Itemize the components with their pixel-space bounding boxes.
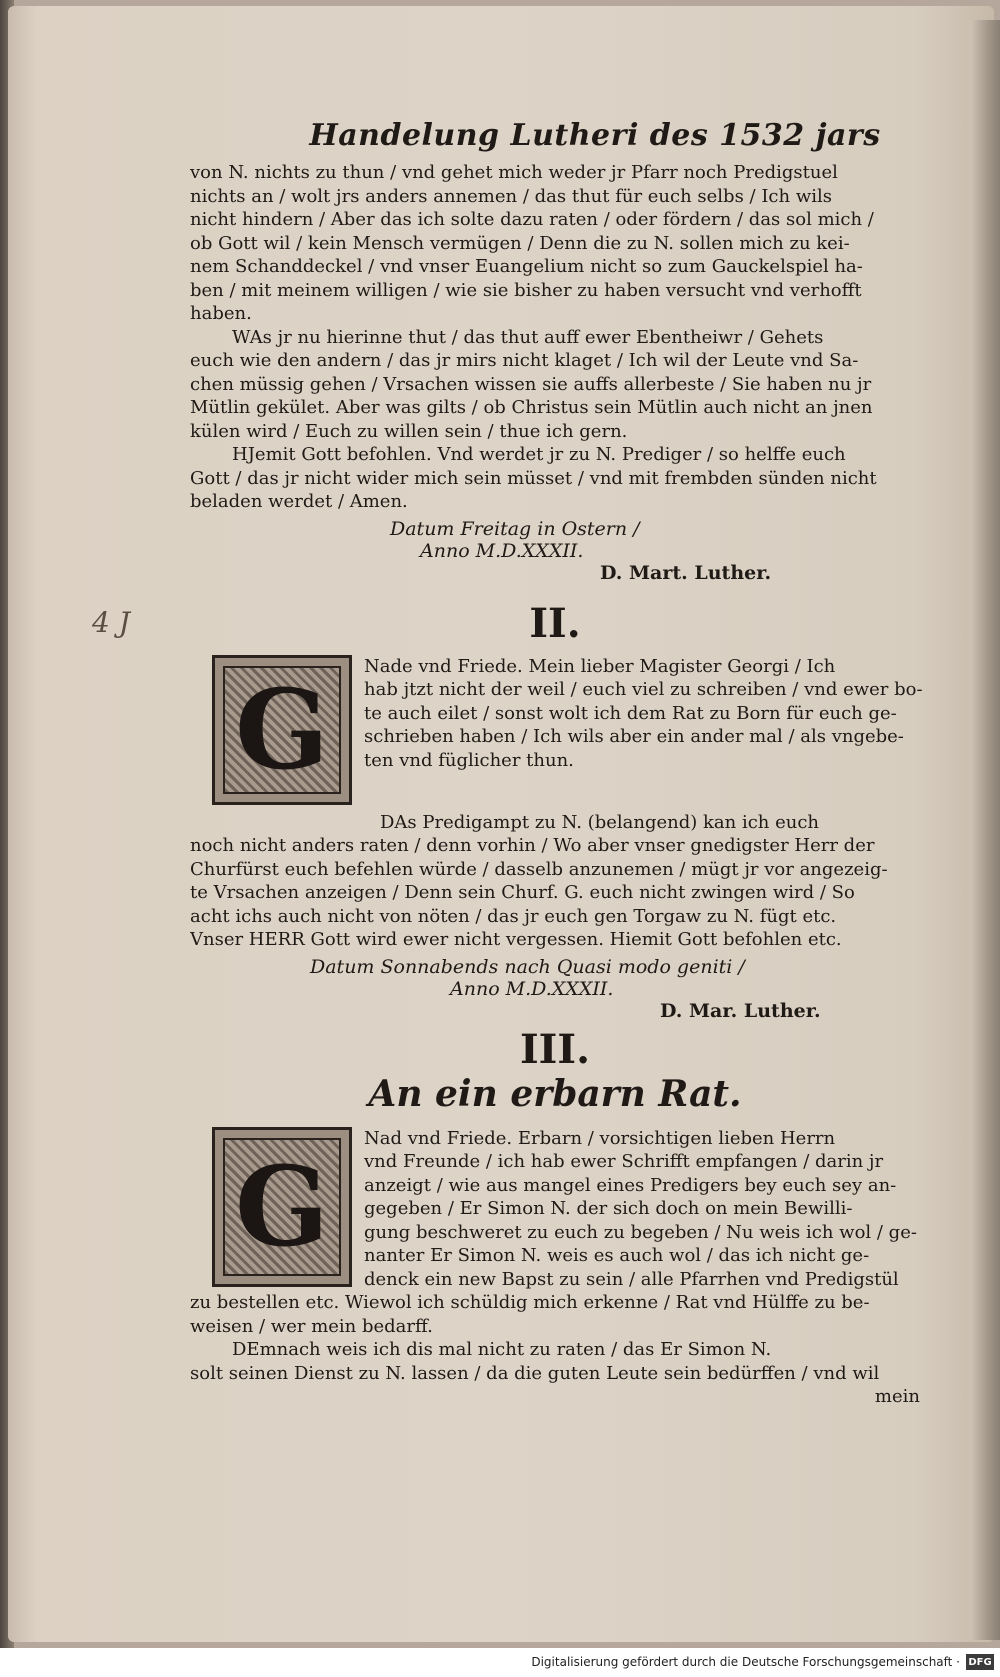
letter-three-initial-lines	[364, 1127, 920, 1292]
text-line: denck ein new Bapst zu sein / alle Pfarrhen vnd Predigstül	[364, 1268, 899, 1290]
letter-two-opening	[190, 655, 923, 805]
text-line: Vnser HERR Gott wird ewer nicht vergessen. Hiemit Gott befohlen etc.	[190, 929, 842, 950]
letter-two-initial-lines	[364, 655, 923, 773]
letter-three-heading: An ein erbarn Rat.	[368, 1072, 742, 1115]
letter-three-para-1	[190, 1291, 920, 1338]
text-line: nanter Er Simon N. weis es auch wol / das ich nicht ge-	[364, 1245, 870, 1266]
section-number-two: II.	[529, 599, 581, 647]
letter-two-date: Datum Sonnabends nach Quasi modo geniti /	[310, 955, 745, 978]
letter-one-year: Anno M.D.XXXII.	[420, 539, 584, 562]
text-line: Nad vnd Friede. Erbarn / vorsichtigen lieben Herrn	[364, 1127, 836, 1149]
letter-one-signature: D. Mart. Luther.	[600, 561, 772, 584]
text-line: beladen werdet / Amen.	[190, 491, 408, 512]
text-line: te Vrsachen anzeigen / Denn sein Churf. G. euch nicht zwingen wird / So	[190, 882, 855, 903]
letter-two-signature: D. Mar. Luther.	[660, 999, 821, 1022]
text-line: hab jtzt nicht der weil / euch viel zu schreiben / vnd ewer bo-	[364, 679, 923, 700]
digitization-footer	[0, 1650, 1000, 1677]
letter-one-para-1	[190, 161, 920, 326]
text-line: gung beschweret zu euch zu begeben / Nu weis ich wol / ge-	[364, 1221, 917, 1243]
letter-three-para-2	[190, 1338, 920, 1409]
text-line: euch wie den andern / das jr mirs nicht klaget / Ich wil der Leute vnd Sa-	[190, 350, 859, 371]
letter-one-para-2	[190, 326, 920, 444]
running-title: Handelung Lutheri des 1532 jars	[309, 118, 881, 153]
text-line: DEmnach weis ich dis mal nicht zu raten / das Er Simon N.	[232, 1339, 772, 1360]
dfg-logo: DFG	[966, 1654, 994, 1670]
letter-two-year: Anno M.D.XXXII.	[450, 977, 614, 1000]
initial-letter: G	[235, 1142, 329, 1271]
text-line: Mütlin gekület. Aber was gilts / ob Christus sein Mütlin auch nicht an jnen	[190, 397, 873, 418]
text-line: anzeigt / wie aus mangel eines Predigers bey euch sey an-	[364, 1174, 897, 1196]
text-line: von N. nichts zu thun / vnd gehet mich weder jr Pfarr noch Predigstuel	[190, 162, 838, 183]
text-line: solt seinen Dienst zu N. lassen / da die guten Leute sein bedürffen / vnd wil	[190, 1362, 880, 1384]
text-line: nem Schanddeckel / vnd vnser Euangelium nicht so zum Gauckelspiel ha-	[190, 256, 863, 277]
text-line: vnd Freunde / ich hab ewer Schrifft empfangen / darin jr	[364, 1151, 884, 1172]
text-line: nicht hindern / Aber das ich solte dazu raten / oder fördern / das sol mich /	[190, 209, 874, 230]
text-line: nichts an / wolt jrs anders annemen / das thut für euch selbs / Ich wils	[190, 185, 832, 207]
text-line: WAs jr nu hierinne thut / das thut auff ewer Ebentheiwr / Gehets	[232, 326, 824, 348]
catchword: mein	[874, 1386, 920, 1407]
letter-three-opening	[190, 1127, 920, 1292]
text-line: Gott / das jr nicht wider mich sein müsset / vnd mit frembden sünden nicht	[190, 467, 877, 489]
text-line: haben.	[190, 303, 252, 324]
text-line: zu bestellen etc. Wiewol ich schüldig mich erkenne / Rat vnd Hülffe zu be-	[190, 1292, 870, 1313]
letter-two-para	[190, 811, 920, 952]
text-line: schrieben haben / Ich wils aber ein ander mal / als vngebe-	[364, 726, 904, 747]
decorated-initial	[212, 655, 352, 805]
decorated-initial	[212, 1127, 352, 1287]
text-line: HJemit Gott befohlen. Vnd werdet jr zu N. Prediger / so helffe euch	[232, 444, 846, 465]
letter-one-para-3	[190, 443, 920, 514]
text-line: acht ichs auch nicht von nöten / das jr euch gen Torgaw zu N. fügt etc.	[190, 905, 837, 927]
text-line: Nade vnd Friede. Mein lieber Magister Georgi / Ich	[364, 655, 836, 677]
text-line: te auch eilet / sonst wolt ich dem Rat zu Born für euch ge-	[364, 702, 897, 724]
text-line: külen wird / Euch zu willen sein / thue ich gern.	[190, 420, 628, 442]
letter-one-date: Datum Freitag in Ostern /	[390, 517, 640, 540]
text-line: gegeben / Er Simon N. der sich doch on mein Bewilli-	[364, 1198, 853, 1219]
margin-mark: 4 J	[92, 606, 130, 639]
page-edge-stack	[970, 20, 1000, 1640]
text-line: weisen / wer mein bedarff.	[190, 1315, 433, 1337]
initial-letter: G	[235, 665, 329, 794]
text-line: chen müssig gehen / Vrsachen wissen sie auffs allerbeste / Sie haben nu jr	[190, 373, 872, 395]
text-line: noch nicht anders raten / denn vorhin / Wo aber vnser gnedigster Herr der	[190, 835, 875, 856]
section-number-three: III.	[519, 1025, 591, 1073]
text-line: ben / mit meinem willigen / wie sie bisher zu haben versucht vnd verhofft	[190, 279, 862, 301]
text-line: Churfürst euch befehlen würde / dasselb anzunemen / mügt jr vor angezeig-	[190, 858, 888, 880]
text-line: ob Gott wil / kein Mensch vermügen / Denn die zu N. sollen mich zu kei-	[190, 232, 850, 254]
text-line: ten vnd füglicher thun.	[364, 749, 574, 771]
text-line: DAs Predigampt zu N. (belangend) kan ich euch	[380, 811, 820, 833]
text-block	[190, 118, 923, 1409]
footer-credit: Digitalisierung gefördert durch die Deutsche Forschungsgemeinschaft ·	[531, 1655, 960, 1669]
